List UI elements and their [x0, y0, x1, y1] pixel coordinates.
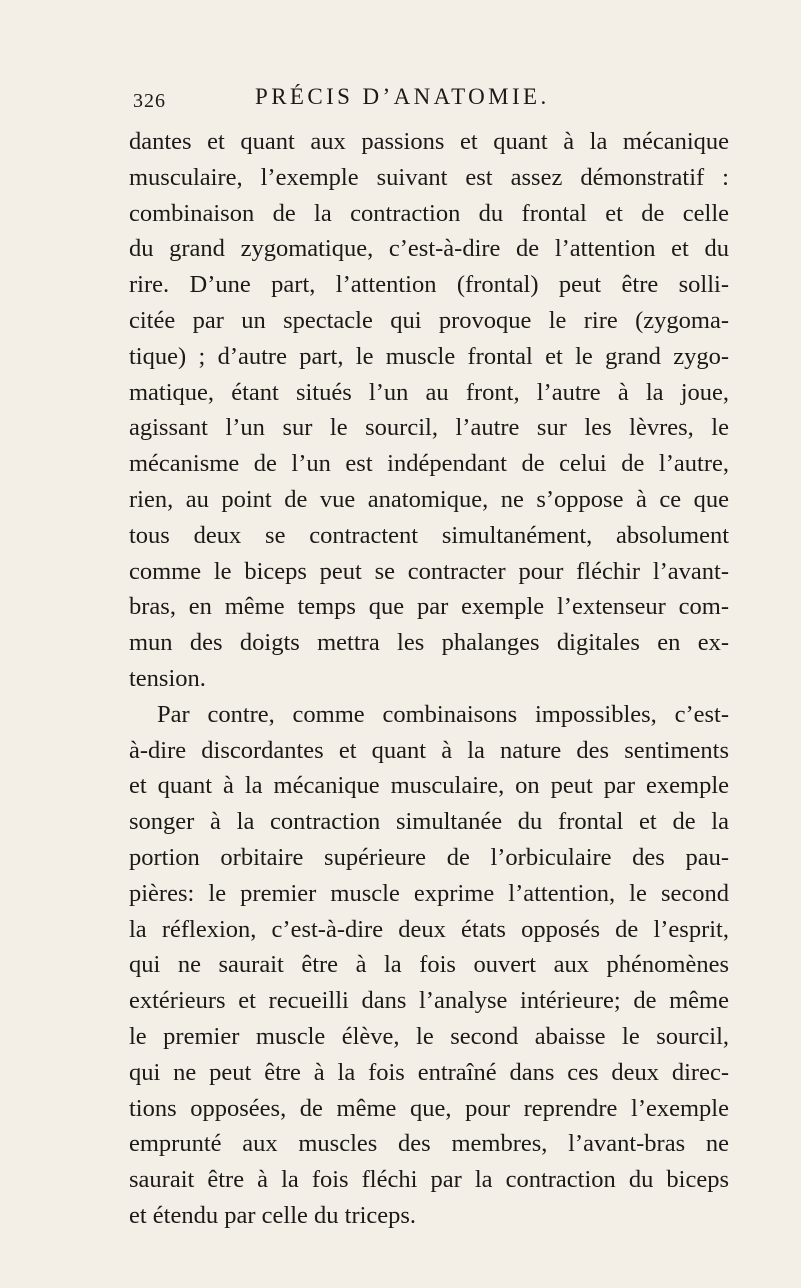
text-line: tions opposées, de même que, pour reprendre l’exemple — [129, 1094, 729, 1122]
text-line: tique) ; d’autre part, le muscle frontal et le grand zygo- — [129, 342, 729, 370]
text-line: tous deux se contractent simultanément, absolument — [129, 521, 729, 549]
running-head — [0, 84, 801, 114]
paragraph-1 — [129, 124, 729, 697]
text-line: matique, étant situés l’un au front, l’autre à la joue, — [129, 378, 729, 406]
text-line: et quant à la mécanique musculaire, on peut par exemple — [129, 772, 729, 800]
body-text — [129, 124, 729, 1234]
text-line: qui ne saurait être à la fois ouvert aux phénomènes — [129, 951, 729, 979]
text-line: le premier muscle élève, le second abaisse le sourcil, — [129, 1022, 729, 1050]
text-line: qui ne peut être à la fois entraîné dans ces deux direc- — [129, 1058, 729, 1086]
text-line: la réflexion, c’est-à-dire deux états opposés de l’esprit, — [129, 915, 729, 943]
running-title: PRÉCIS D’ANATOMIE. — [255, 84, 550, 109]
paragraph-2 — [129, 697, 729, 1234]
text-line: combinaison de la contraction du frontal et de celle — [129, 199, 729, 227]
text-line: Par contre, comme combinaisons impossibles, c’est- — [157, 700, 729, 728]
page-number: 326 — [133, 90, 166, 112]
text-line: portion orbitaire supérieure de l’orbiculaire des pau- — [129, 843, 729, 871]
text-line: à-dire discordantes et quant à la nature des sentiments — [129, 736, 729, 764]
text-line: dantes et quant aux passions et quant à la mécanique — [129, 128, 729, 155]
text-line: saurait être à la fois fléchi par la contraction du biceps — [129, 1166, 729, 1194]
text-line: comme le biceps peut se contracter pour fléchir l’avant- — [129, 557, 729, 585]
text-line: rire. D’une part, l’attention (frontal) peut être solli- — [129, 271, 729, 299]
text-line: pières: le premier muscle exprime l’attention, le second — [129, 879, 729, 907]
text-line: mécanisme de l’un est indépendant de celui de l’autre, — [129, 450, 729, 478]
text-line: songer à la contraction simultanée du frontal et de la — [129, 808, 729, 836]
text-line: musculaire, l’exemple suivant est assez démonstratif : — [129, 163, 729, 191]
text-line: bras, en même temps que par exemple l’extenseur com- — [129, 593, 729, 621]
text-line: du grand zygomatique, c’est-à-dire de l’attention et du — [129, 235, 729, 263]
text-line: agissant l’un sur le sourcil, l’autre sur les lèvres, le — [129, 414, 729, 442]
text-line: tension. — [129, 664, 206, 692]
text-line: rien, au point de vue anatomique, ne s’oppose à ce que — [129, 485, 729, 513]
text-line: et étendu par celle du triceps. — [129, 1201, 417, 1229]
text-line: citée par un spectacle qui provoque le rire (zygoma- — [129, 306, 729, 334]
text-line: extérieurs et recueilli dans l’analyse intérieure; de même — [129, 987, 729, 1015]
text-line: mun des doigts mettra les phalanges digitales en ex- — [129, 629, 729, 657]
text-line: emprunté aux muscles des membres, l’avant-bras ne — [129, 1130, 729, 1158]
